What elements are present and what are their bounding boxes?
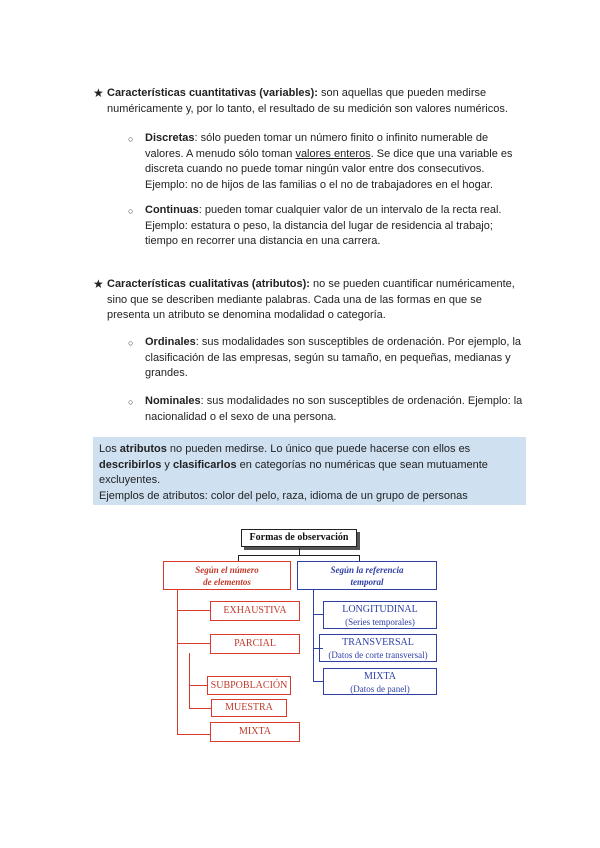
- left-category-box: Según el número de elementos: [163, 561, 291, 590]
- right-category-box: Según la referencia temporal: [297, 561, 437, 590]
- star-bullet-icon: ★: [93, 277, 104, 291]
- connector-line: [189, 653, 190, 709]
- cuant-paragraph: Características cuantitativas (variables): son aquellas que pueden medirse numéricamente y, por lo tanto, el resultado de su medición son valores numéricos.: [107, 87, 508, 115]
- parcial-box: PARCIAL: [210, 634, 300, 654]
- connector-line: [177, 643, 210, 644]
- connector-line: [177, 590, 178, 735]
- circle-bullet-icon: ○: [128, 338, 134, 348]
- continuas-title: Continuas: [145, 204, 199, 216]
- cuant-title: Características cuantitativas (variables):: [107, 87, 318, 99]
- subpoblacion-box: SUBPOBLACIÓN: [207, 676, 291, 695]
- connector-line: [299, 548, 300, 555]
- root-box: Formas de observación: [241, 529, 357, 547]
- discretas-title: Discretas: [145, 132, 195, 144]
- circle-bullet-icon: ○: [128, 206, 134, 216]
- circle-bullet-icon: ○: [128, 397, 134, 407]
- connector-line: [313, 614, 323, 615]
- nominales-paragraph: Nominales: sus modalidades no son susceptibles de ordenación. Ejemplo: la nacionalidad o el sexo de una persona.: [145, 395, 523, 423]
- star-bullet-icon: ★: [93, 86, 104, 100]
- connector-line: [238, 555, 360, 556]
- connector-line: [189, 708, 211, 709]
- ordinales-title: Ordinales: [145, 336, 196, 348]
- muestra-box: MUESTRA: [211, 699, 287, 717]
- mixta-right-box: MIXTA (Datos de panel): [323, 668, 437, 695]
- attributes-note-box: Los atributos no pueden medirse. Lo único que puede hacerse con ellos es describirlos y clasificarlos en categorías no numéricas que sean mutuamente excluyentes. Ejemplos de atributos: color del pelo, raza, idioma de un grupo de personas: [93, 437, 526, 505]
- exhaustiva-box: EXHAUSTIVA: [210, 601, 300, 621]
- nominales-title: Nominales: [145, 395, 201, 407]
- mixta-left-box: MIXTA: [210, 722, 300, 742]
- circle-bullet-icon: ○: [128, 134, 134, 144]
- connector-line: [177, 610, 210, 611]
- cual-paragraph: Características cualitativas (atributos): no se pueden cuantificar numéricamente, sino que se describen mediante palabras. Cada una de las formas en que se presenta un atributo se denomina modalidad o categoría.: [107, 278, 515, 321]
- connector-line: [189, 685, 207, 686]
- transversal-box: TRANSVERSAL (Datos de corte transversal): [319, 634, 437, 662]
- discretas-paragraph: Discretas: sólo pueden tomar un número finito o infinito numerable de valores. A menudo sólo toman valores enteros. Se dice que una variable es discreta cuando no puede tomar ningún valor entre dos consecutivos. Ejemplo: no de hijos de las familias o el no de trabajadores en el hogar.: [145, 132, 513, 191]
- connector-line: [313, 590, 314, 682]
- longitudinal-box: LONGITUDINAL (Series temporales): [323, 601, 437, 629]
- cual-title: Características cualitativas (atributos):: [107, 278, 310, 290]
- connector-line: [313, 681, 323, 682]
- continuas-paragraph: Continuas: pueden tomar cualquier valor de un intervalo de la recta real. Ejemplo: estatura o peso, la distancia del lugar de residencia al trabajo; tiempo en recorrer una distancia en una carrera.: [145, 204, 502, 247]
- connector-line: [177, 734, 210, 735]
- ordinales-paragraph: Ordinales: sus modalidades son susceptibles de ordenación. Por ejemplo, la clasificación de las empresas, según su tamaño, en pequeñas, medianas y grandes.: [145, 336, 522, 379]
